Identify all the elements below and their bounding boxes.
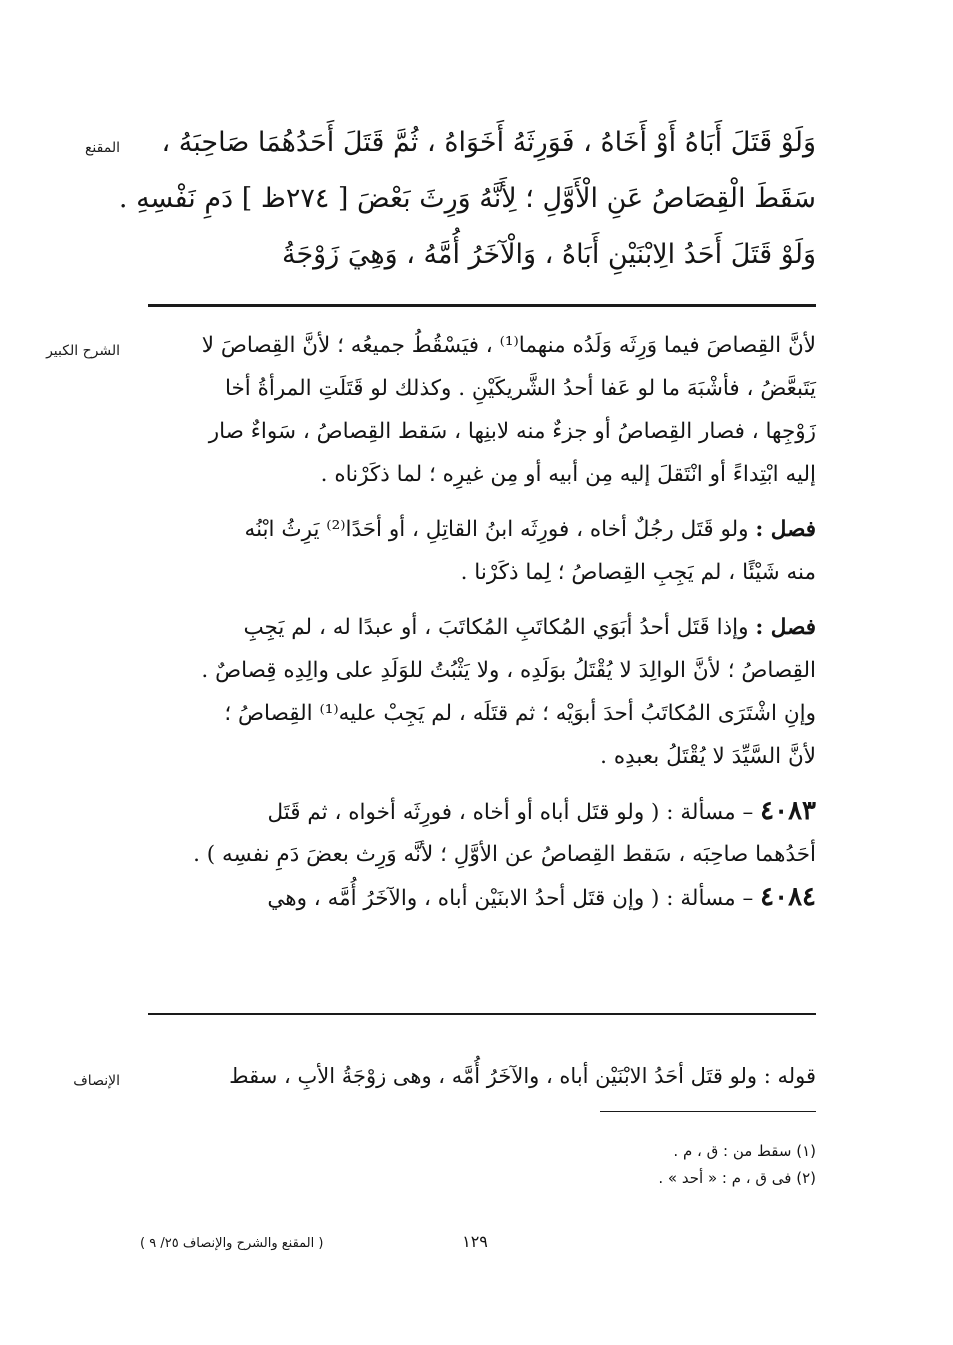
masala-number: ٤٠٨٤ bbox=[760, 882, 816, 912]
fasl-line: فصل : وإذا قَتَل أحدُ أبَوَي المُكاتَبِ المُكاتَبَ ، أو عبدًا له ، لم يَجِبِ bbox=[243, 615, 816, 640]
masala-label: – مسألة : bbox=[666, 800, 754, 825]
sharh-line: أحَدُهما صاحِبَه ، سَقط القِصاصُ عن الأوَّلِ ؛ لأنَّه وَرِث بعضَ دَمِ نفسِه ) . bbox=[193, 842, 816, 867]
masala-line: ٤٠٨٤ – مسألة : ( وإن قتَل أحدُ الابنَيْن أباه ، والآخَرُ أُمَّه ، وهي bbox=[267, 882, 816, 912]
fasl-heading: فصل : bbox=[755, 615, 816, 640]
mughni-line: وَلَوْ قَتَلَ أَبَاهُ أَوْ أَخَاهُ ، فَوَرِثَهُ أَخَوَاهُ ، ثُمَّ قَتَلَ أَحَدُهُمَا صَاحِبَهُ ، bbox=[161, 127, 816, 158]
volume-reference: ( المقنع والشرح والإنصاف ٢٥/ ٩ ) bbox=[140, 1236, 324, 1251]
insaf-text bbox=[148, 1056, 816, 1096]
sharh-line: منه شَيْئًا ، لم يَجِبِ القِصاصُ ؛ لِما ذكَرْنا . bbox=[460, 560, 816, 585]
footnote: (٢) فى ق ، م : « أحد » . bbox=[658, 1169, 816, 1187]
section-divider bbox=[148, 1013, 816, 1015]
fasl-heading: فصل : bbox=[755, 517, 816, 542]
sharh-line: زَوْجِها ، فصار القِصاصُ أو جزءٌ منه لابنِها ، سَقط القِصاصُ ، سَواءٌ صار bbox=[208, 419, 816, 444]
fasl-line: فصل : ولو قَتَل رجُلٌ أخاه ، فورِثَه ابنُ القاتِلِ ، أو أحَدًا⁽²⁾ يَرِثُ ابْنُه bbox=[244, 517, 816, 542]
masala-label: – مسألة : bbox=[666, 886, 754, 911]
footnote: (١) سقط من : ق ، م . bbox=[673, 1142, 816, 1160]
insaf-line: قوله : ولو قتَل أحَدُ الابْنَيْن أباه ، والآخَرُ أُمَّه ، وهى زوْجَةُ الأبِ ، سقط bbox=[229, 1064, 816, 1088]
sharh-text bbox=[148, 324, 816, 919]
sharh-line: يَتَبعَّضُ ، فأشْبَهَ ما لو عَفا أحدُ الشَّريكَيْنِ . وكذلك لو قَتَلَتِ المرأةُ أخا bbox=[224, 376, 816, 401]
footnotes bbox=[600, 1138, 816, 1192]
sharh-line: القِصاصُ ؛ لأنَّ الوالِدَ لا يُقْتَلُ بوَلَدِه ، ولا يَثْبُتُ للوَلَدِ على والِدِه قِصاصٌ . bbox=[201, 658, 816, 683]
footnote-divider bbox=[600, 1111, 816, 1112]
page-number: ١٢٩ bbox=[462, 1232, 488, 1251]
section-divider bbox=[148, 304, 816, 307]
section-label-sharh: الشرح الكبير bbox=[46, 343, 120, 359]
mughni-text bbox=[118, 115, 816, 283]
sharh-line: لأنَّ السَّيِّدَ لا يُقْتَلُ بعبدِه . bbox=[600, 744, 816, 769]
sharh-line: وإنِ اشْتَرَى المُكاتَبُ أحدَ أبوَيْه ؛ ثم قتَلَه ، لم يَجِبْ عليه⁽¹⁾ القِصاصُ ؛ bbox=[224, 701, 816, 726]
section-label-insaf: الإنصاف bbox=[73, 1073, 120, 1089]
sharh-line: إليه ابْتِداءً أو انْتَقلَ إليه مِن أبيه أو مِن غيرِه ؛ لما ذكَرْناه . bbox=[320, 462, 816, 487]
mughni-line: وَلَوْ قَتَلَ أَحَدُ الِابْنَيْنِ أَبَاهُ ، وَالْآخَرُ أُمَّهُ ، وَهِيَ زَوْجَةُ bbox=[282, 239, 816, 270]
section-label-mughni: المقنع bbox=[84, 140, 120, 156]
mughni-line: سَقَطَ الْقِصَاصُ عَنِ الْأَوَّلِ ؛ لِأَنَّهُ وَرِثَ بَعْضَ [ ٢٧٤ظ ] دَمِ نَفْسِهِ . bbox=[118, 183, 816, 214]
masala-number: ٤٠٨٣ bbox=[760, 796, 816, 826]
sharh-line: لأنَّ القِصاصَ فيما وَرِثَه وَلَدُه منهما⁽¹⁾ ، فيَسْقُطُ جميعُه ؛ لأنَّ القِصاصَ لا bbox=[201, 333, 816, 358]
masala-line: ٤٠٨٣ – مسألة : ( ولو قتَل أباه أو أخاه ، فورِثَه أخواه ، ثم قَتَل bbox=[267, 796, 816, 826]
